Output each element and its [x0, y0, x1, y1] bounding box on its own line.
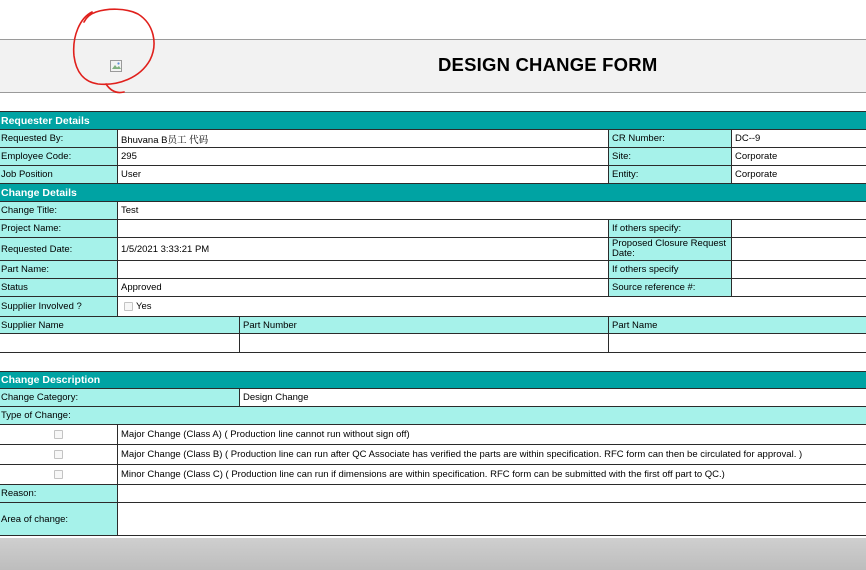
label-supplier-involved: Supplier Involved ?: [0, 297, 118, 316]
label-requested-by: Requested By:: [0, 130, 118, 147]
change-option-row: [0, 465, 866, 485]
row-part-name: [0, 261, 866, 279]
label-proposed-closure-date: Proposed Closure Request Date:: [609, 238, 732, 260]
spacer-row: [0, 353, 866, 371]
change-type-checkbox[interactable]: [54, 470, 63, 479]
label-area-of-change: Area of change:: [0, 503, 118, 535]
section-title: Change Details: [1, 186, 77, 199]
label-site: Site:: [609, 148, 732, 165]
label-part-name: Part Name:: [0, 261, 118, 278]
change-option-row: [0, 445, 866, 465]
value-cr-number: DC--9: [732, 130, 866, 147]
supplier-table-row: [0, 334, 866, 353]
supplier-table-header: [0, 317, 866, 334]
row-job-position: [0, 166, 866, 184]
annotation-circle: [62, 6, 162, 98]
row-requested-by: [0, 130, 866, 148]
design-change-table: [0, 111, 866, 536]
part-number-cell: [240, 334, 609, 352]
supplier-involved-checkbox[interactable]: [124, 302, 133, 311]
row-employee-code: [0, 148, 866, 166]
label-entity: Entity:: [609, 166, 732, 183]
row-requested-date: [0, 238, 866, 261]
page-title: DESIGN CHANGE FORM: [438, 54, 658, 75]
change-option-label: Minor Change (Class C) ( Production line can run if dimensions are within specification. RFC form can be submitted with the first off part to QC.): [118, 465, 866, 484]
row-project-name: [0, 220, 866, 238]
value-source-reference: [732, 279, 866, 296]
value-if-others-specify: [732, 220, 866, 237]
change-option-row: [0, 425, 866, 445]
value-area-of-change[interactable]: [118, 503, 866, 535]
value-change-title: Test: [118, 202, 866, 219]
row-supplier-involved: [0, 297, 866, 317]
label-job-position: Job Position: [0, 166, 118, 183]
value-if-others-specify-2: [732, 261, 866, 278]
section-title: Change Description: [1, 374, 101, 386]
row-change-title: [0, 202, 866, 220]
change-type-checkbox[interactable]: [54, 430, 63, 439]
section-requester-details: [0, 112, 866, 130]
section-title: Requester Details: [1, 114, 90, 127]
label-if-others-specify: If others specify:: [609, 220, 732, 237]
label-reason: Reason:: [0, 485, 118, 502]
value-proposed-closure-date: [732, 238, 866, 260]
supplier-involved-field: [118, 297, 866, 316]
label-status: Status: [0, 279, 118, 296]
label-source-reference: Source reference #:: [609, 279, 732, 296]
col-supplier-name: Supplier Name: [0, 317, 240, 333]
label-change-title: Change Title:: [0, 202, 118, 219]
option-checkbox-cell: [0, 445, 118, 464]
label-cr-number: CR Number:: [609, 130, 732, 147]
value-status: Approved: [118, 279, 609, 296]
row-status: [0, 279, 866, 297]
change-option-label: Major Change (Class B) ( Production line can run after QC Associate has verified the parts are within specification. RFC form can then be circulated for approval. ): [118, 445, 866, 464]
value-requested-by: Bhuvana B员工 代码: [118, 130, 609, 147]
value-employee-code: 295: [118, 148, 609, 165]
change-type-checkbox[interactable]: [54, 450, 63, 459]
section-change-details: [0, 184, 866, 202]
value-entity: Corporate: [732, 166, 866, 183]
row-area-of-change: [0, 503, 866, 536]
row-reason: [0, 485, 866, 503]
label-employee-code: Employee Code:: [0, 148, 118, 165]
page-bottom-shadow: [0, 538, 866, 570]
section-change-description: [0, 371, 866, 389]
value-project-name: [118, 220, 609, 237]
value-requested-date: 1/5/2021 3:33:21 PM: [118, 238, 609, 260]
label-if-others-specify-2: If others specify: [609, 261, 732, 278]
supplier-name-cell: [0, 334, 240, 352]
row-change-category: [0, 389, 866, 407]
change-option-label: Major Change (Class A) ( Production line cannot run without sign off): [118, 425, 866, 444]
value-reason[interactable]: [118, 485, 866, 502]
col-part-name: Part Name: [609, 317, 866, 333]
label-type-of-change: Type of Change:: [0, 407, 866, 424]
supplier-yes-label: Yes: [136, 301, 152, 312]
value-site: Corporate: [732, 148, 866, 165]
label-change-category: Change Category:: [0, 389, 240, 406]
label-requested-date: Requested Date:: [0, 238, 118, 260]
row-type-of-change: [0, 407, 866, 425]
option-checkbox-cell: [0, 465, 118, 484]
label-project-name: Project Name:: [0, 220, 118, 237]
col-part-number: Part Number: [240, 317, 609, 333]
part-name-cell: [609, 334, 866, 352]
value-job-position: User: [118, 166, 609, 183]
value-part-name: [118, 261, 609, 278]
value-change-category: Design Change: [240, 389, 866, 406]
option-checkbox-cell: [0, 425, 118, 444]
